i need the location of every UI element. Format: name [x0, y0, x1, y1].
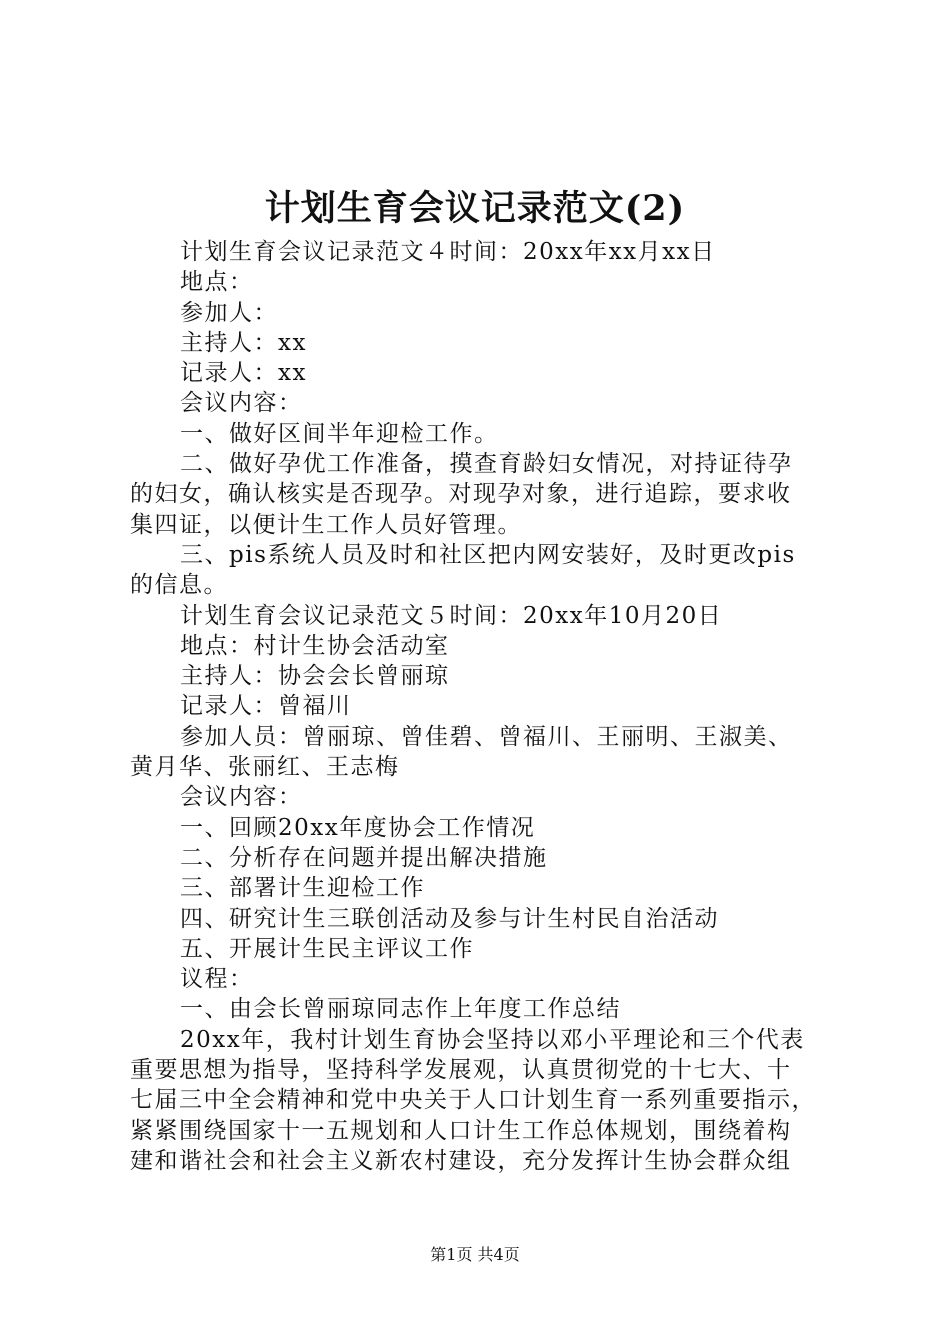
text-line: 五、开展计生民主评议工作 [180, 935, 474, 962]
text-line: 二、分析存在问题并提出解决措施 [180, 844, 548, 871]
text-line: 一、由会长曾丽琼同志作上年度工作总结 [180, 996, 621, 1023]
text-line: 的信息。 [130, 572, 228, 599]
text-line: 会议内容： [180, 784, 303, 811]
text-line: 三、pis系统人员及时和社区把内网安装好，及时更改pis [180, 541, 796, 568]
page-footer: 第1页 共4页 [430, 1245, 520, 1264]
text-line: 计划生育会议记录范文４时间：20xx年xx月xx日 [180, 239, 716, 265]
text-line: 会议内容： [180, 390, 303, 417]
text-line: 集四证，以便计生工作人员好管理。 [130, 511, 522, 538]
text-line: 紧紧围绕国家十一五规划和人口计生工作总体规划，围绕着构 [130, 1117, 792, 1144]
text-line: 地点： [180, 269, 254, 296]
text-line: 重要思想为指导，坚持科学发展观，认真贯彻党的十七大、十 [130, 1057, 792, 1084]
text-line: 参加人员：曾丽琼、曾佳碧、曾福川、王丽明、王淑美、 [180, 723, 793, 750]
text-line: 一、做好区间半年迎检工作。 [180, 420, 499, 447]
text-line: 参加人： [180, 299, 278, 326]
text-line: 四、研究计生三联创活动及参与计生村民自治活动 [180, 905, 719, 932]
text-line: 记录人：xx [180, 360, 307, 387]
text-line: 20xx年，我村计划生育协会坚持以邓小平理论和三个代表 [180, 1026, 805, 1053]
document-title: 计划生育会议记录范文(2) [264, 188, 686, 229]
text-line: 主持人：协会会长曾丽琼 [180, 663, 450, 690]
text-line: 二、做好孕优工作准备，摸查育龄妇女情况，对持证待孕 [180, 451, 793, 478]
text-line: 七届三中全会精神和党中央关于人口计划生育一系列重要指示， [130, 1087, 816, 1114]
text-line: 记录人：曾福川 [180, 693, 352, 720]
text-line: 三、部署计生迎检工作 [180, 875, 425, 902]
text-line: 建和谐社会和社会主义新农村建设，充分发挥计生协会群众组 [130, 1147, 792, 1174]
text-line: 一、回顾20xx年度协会工作情况 [180, 814, 536, 841]
text-line: 地点：村计生协会活动室 [180, 632, 450, 659]
document-body [130, 237, 832, 1176]
text-line: 的妇女，确认核实是否现孕。对现孕对象，进行追踪，要求收 [130, 481, 792, 508]
text-line: 计划生育会议记录范文５时间：20xx年10月20日 [180, 602, 723, 629]
text-line: 黄月华、张丽红、王志梅 [130, 754, 400, 781]
text-line: 主持人：xx [180, 329, 307, 356]
text-line: 议程： [180, 966, 254, 993]
